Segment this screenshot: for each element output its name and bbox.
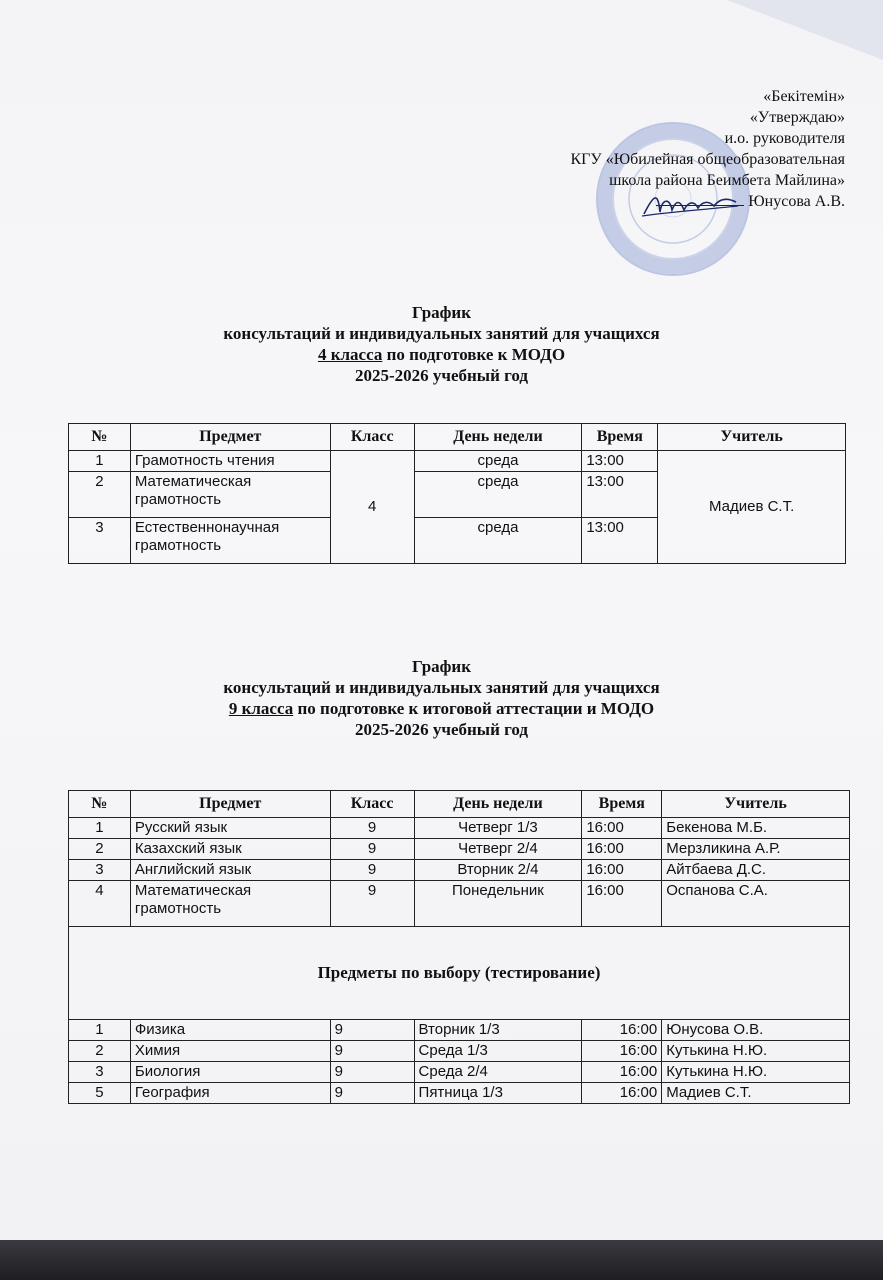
row-time: 16:00 bbox=[582, 1041, 662, 1062]
schedule2-grade-line bbox=[0, 698, 883, 719]
row-teacher: Кутькина Н.Ю. bbox=[662, 1062, 850, 1083]
approval-russian: «Утверждаю» bbox=[749, 109, 845, 126]
background-surface bbox=[0, 1240, 883, 1280]
row-grade: 9 bbox=[330, 1020, 414, 1041]
schedule1-heading bbox=[0, 302, 883, 386]
row-day: Среда 1/3 bbox=[414, 1041, 582, 1062]
schedule1-grade-label: 4 класса bbox=[317, 345, 383, 364]
schedule1-grade-line bbox=[0, 344, 883, 365]
row-teacher-merged: Мадиев С.Т. bbox=[658, 451, 846, 564]
row-grade: 9 bbox=[330, 1083, 414, 1104]
row-time: 16:00 bbox=[582, 1020, 662, 1041]
row-subject: Грамотность чтения bbox=[130, 451, 330, 472]
row-teacher: Кутькина Н.Ю. bbox=[662, 1041, 850, 1062]
row-time: 16:00 bbox=[582, 881, 662, 927]
col-header-subject: Предмет bbox=[130, 791, 330, 818]
schedule2-grade-label: 9 класса bbox=[228, 699, 294, 718]
row-num: 2 bbox=[69, 1041, 131, 1062]
col-header-num: № bbox=[69, 791, 131, 818]
row-num: 2 bbox=[69, 472, 131, 518]
table-header-row bbox=[69, 791, 850, 818]
table-row bbox=[69, 451, 846, 472]
table-row bbox=[69, 839, 850, 860]
row-subject: Математическая грамотность bbox=[130, 472, 330, 518]
table-row bbox=[69, 1020, 850, 1041]
row-grade: 9 bbox=[330, 818, 414, 839]
table-row bbox=[69, 1041, 850, 1062]
row-teacher: Юнусова О.В. bbox=[662, 1020, 850, 1041]
table-row bbox=[69, 1062, 850, 1083]
row-subject: Русский язык bbox=[130, 818, 330, 839]
row-subject: Математическая грамотность bbox=[130, 881, 330, 927]
schedule1-title: График bbox=[411, 303, 472, 322]
col-header-grade: Класс bbox=[330, 791, 414, 818]
col-header-day: День недели bbox=[414, 791, 582, 818]
row-day: Четверг 1/3 bbox=[414, 818, 582, 839]
row-num: 3 bbox=[69, 860, 131, 881]
row-grade: 9 bbox=[330, 881, 414, 927]
row-num: 3 bbox=[69, 1062, 131, 1083]
col-header-grade: Класс bbox=[330, 424, 414, 451]
approval-kazakh: «Бекітемін» bbox=[763, 88, 845, 105]
row-num: 1 bbox=[69, 451, 131, 472]
row-time: 13:00 bbox=[582, 451, 658, 472]
row-teacher: Оспанова С.А. bbox=[662, 881, 850, 927]
schedule2-subtitle: консультаций и индивидуальных занятий для учащихся bbox=[223, 678, 660, 697]
row-num: 4 bbox=[69, 881, 131, 927]
col-header-day: День недели bbox=[414, 424, 582, 451]
row-time: 16:00 bbox=[582, 1062, 662, 1083]
row-subject: Химия bbox=[130, 1041, 330, 1062]
row-day: Понедельник bbox=[414, 881, 582, 927]
row-subject: Биология bbox=[130, 1062, 330, 1083]
row-grade: 9 bbox=[330, 860, 414, 881]
row-day: среда bbox=[414, 472, 582, 518]
schedule2-table bbox=[68, 790, 850, 1104]
schedule1-purpose: по подготовке к МОДО bbox=[382, 345, 566, 364]
col-header-subject: Предмет bbox=[130, 424, 330, 451]
handwritten-signature bbox=[640, 188, 740, 222]
table-row bbox=[69, 860, 850, 881]
elective-section-title: Предметы по выбору (тестирование) bbox=[69, 927, 850, 1020]
col-header-teacher: Учитель bbox=[658, 424, 846, 451]
schedule1-year: 2025-2026 учебный год bbox=[354, 366, 529, 385]
row-num: 3 bbox=[69, 518, 131, 564]
approval-position: и.о. руководителя bbox=[724, 130, 845, 147]
approval-signatory: Юнусова А.В. bbox=[748, 193, 845, 210]
row-day: Вторник 2/4 bbox=[414, 860, 582, 881]
row-subject: Английский язык bbox=[130, 860, 330, 881]
schedule2-year: 2025-2026 учебный год bbox=[354, 720, 529, 739]
row-teacher: Мадиев С.Т. bbox=[662, 1083, 850, 1104]
row-num: 1 bbox=[69, 818, 131, 839]
row-grade: 9 bbox=[330, 1041, 414, 1062]
row-subject: Естественнонаучная грамотность bbox=[130, 518, 330, 564]
row-subject: География bbox=[130, 1083, 330, 1104]
row-teacher: Айтбаева Д.С. bbox=[662, 860, 850, 881]
row-day: среда bbox=[414, 451, 582, 472]
row-grade: 9 bbox=[330, 839, 414, 860]
row-day: Вторник 1/3 bbox=[414, 1020, 582, 1041]
row-teacher: Мерзликина А.Р. bbox=[662, 839, 850, 860]
row-teacher: Бекенова М.Б. bbox=[662, 818, 850, 839]
row-time: 16:00 bbox=[582, 839, 662, 860]
col-header-teacher: Учитель bbox=[662, 791, 850, 818]
row-time: 13:00 bbox=[582, 472, 658, 518]
row-num: 1 bbox=[69, 1020, 131, 1041]
table-row bbox=[69, 881, 850, 927]
row-subject: Физика bbox=[130, 1020, 330, 1041]
schedule2-heading bbox=[0, 656, 883, 740]
row-time: 13:00 bbox=[582, 518, 658, 564]
col-header-time: Время bbox=[582, 424, 658, 451]
elective-section-row bbox=[69, 927, 850, 1020]
table-header-row bbox=[69, 424, 846, 451]
schedule1-table bbox=[68, 423, 846, 564]
schedule2-purpose: по подготовке к итоговой аттестации и МОДО bbox=[293, 699, 655, 718]
schedule1-subtitle: консультаций и индивидуальных занятий для учащихся bbox=[223, 324, 660, 343]
table-row bbox=[69, 1083, 850, 1104]
folded-corner bbox=[623, 0, 883, 60]
schedule2-title: График bbox=[411, 657, 472, 676]
row-grade-merged: 4 bbox=[330, 451, 414, 564]
row-time: 16:00 bbox=[582, 1083, 662, 1104]
row-day: Среда 2/4 bbox=[414, 1062, 582, 1083]
approval-school: школа района Беимбета Майлина» bbox=[609, 172, 845, 189]
table-row bbox=[69, 818, 850, 839]
row-num: 2 bbox=[69, 839, 131, 860]
row-grade: 9 bbox=[330, 1062, 414, 1083]
row-day: среда bbox=[414, 518, 582, 564]
row-time: 16:00 bbox=[582, 818, 662, 839]
row-subject: Казахский язык bbox=[130, 839, 330, 860]
row-day: Четверг 2/4 bbox=[414, 839, 582, 860]
row-time: 16:00 bbox=[582, 860, 662, 881]
row-num: 5 bbox=[69, 1083, 131, 1104]
col-header-num: № bbox=[69, 424, 131, 451]
col-header-time: Время bbox=[582, 791, 662, 818]
row-day: Пятница 1/3 bbox=[414, 1083, 582, 1104]
approval-organization: КГУ «Юбилейная общеобразовательная bbox=[570, 151, 845, 168]
